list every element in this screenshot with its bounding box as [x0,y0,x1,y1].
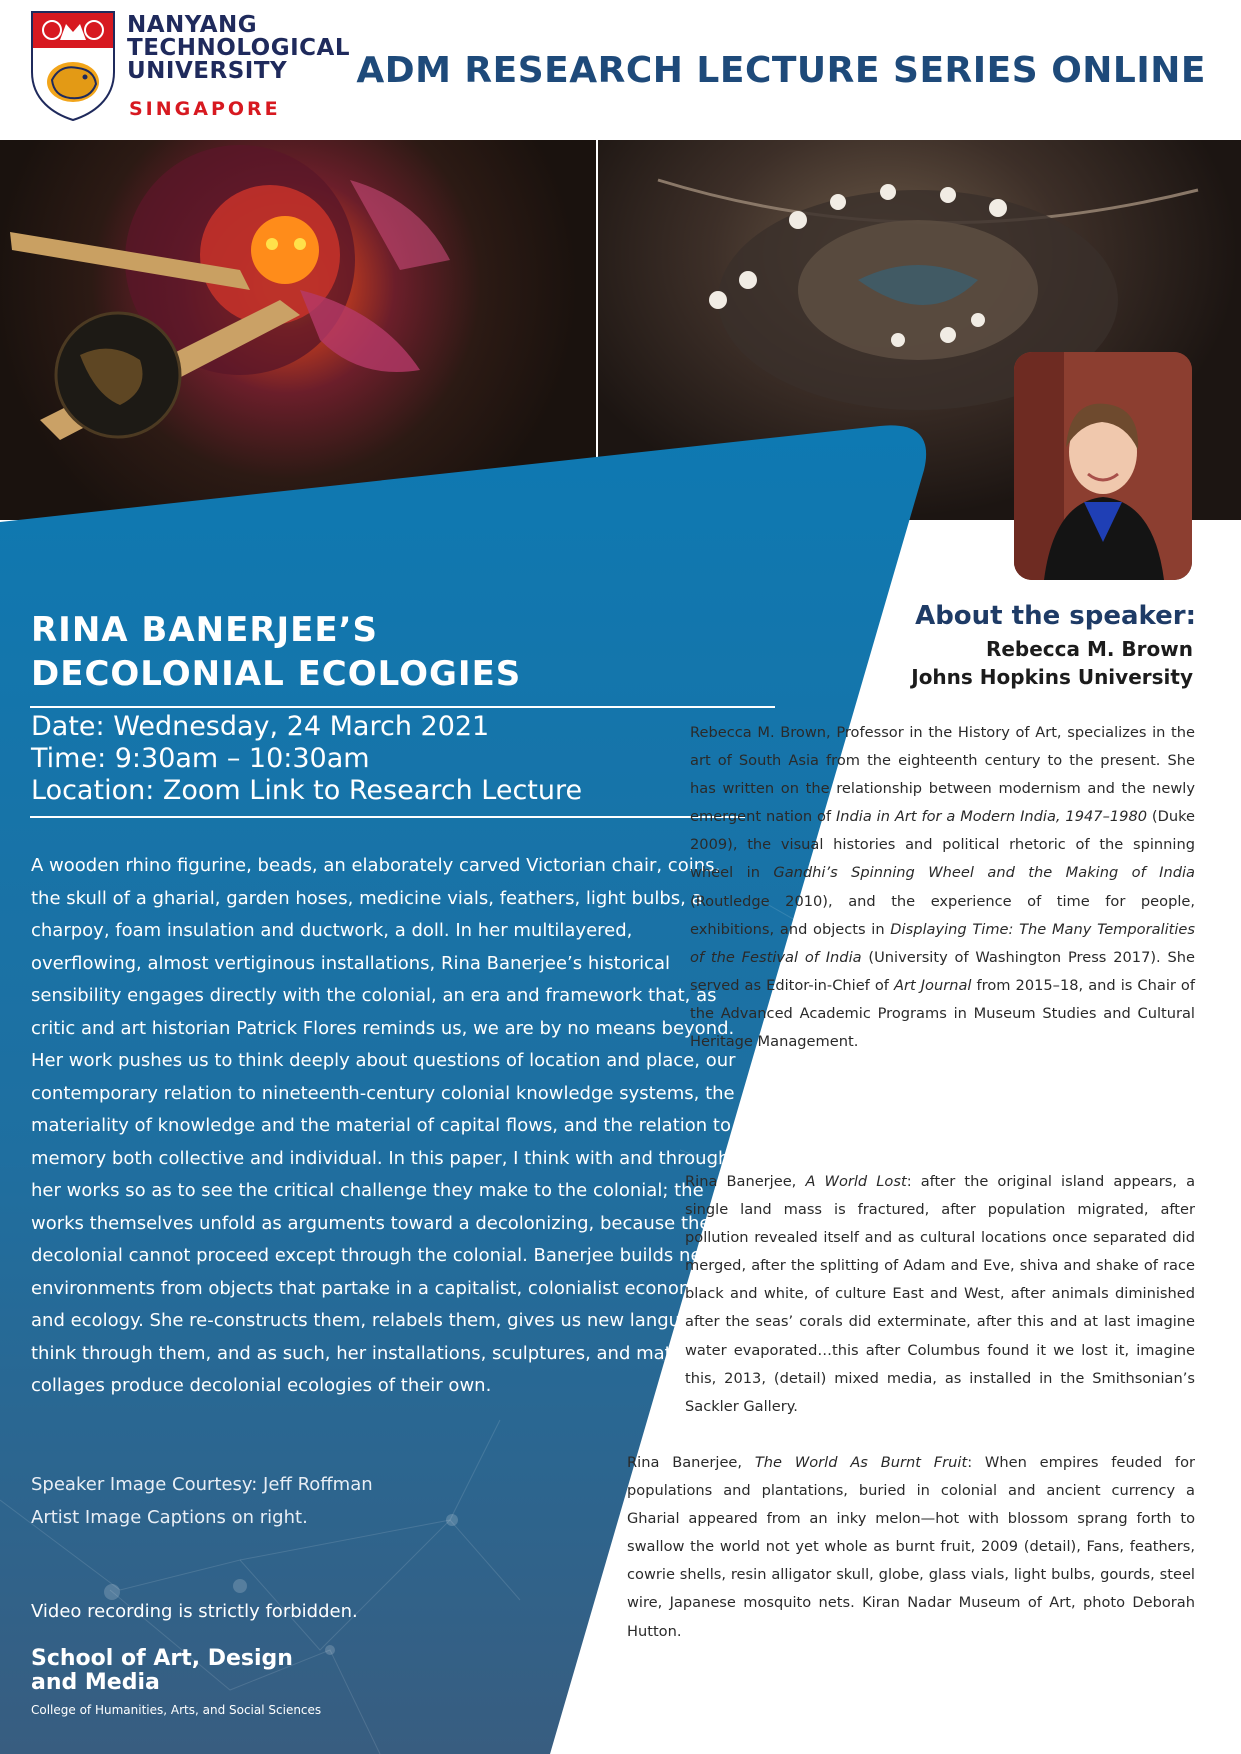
divider-bottom [30,816,745,818]
lecture-title-line2: DECOLONIAL ECOLOGIES [31,654,522,694]
caption-world-lost [685,1168,1195,1421]
lecture-date: Date: Wednesday, 24 March 2021 [31,711,490,742]
bio-book1: India in Art for a Modern India, 1947–1980 [835,808,1148,826]
recording-notice: Video recording is strictly forbidden. [31,1601,358,1622]
school-line1: School of Art, Design [31,1646,293,1671]
series-title: ADM RESEARCH LECTURE SERIES ONLINE [356,50,1206,91]
bio-part2: (Duke 2009), the visual histories and political rhetoric of the spinning wheel in [690,808,1195,882]
speaker-photo [1014,352,1192,580]
caption2-title: The World As Burnt Fruit [754,1454,968,1471]
speaker-identity [911,635,1193,691]
bio-book3: Displaying Time: The Many Temporalities of the Festival of India [690,920,1195,966]
artist-captions-note: Artist Image Captions on right. [31,1507,308,1528]
image-credits [31,1468,373,1534]
lecture-time: Time: 9:30am – 10:30am [31,743,370,774]
caption1-title: A World Lost [805,1173,907,1190]
lecture-title [31,608,521,696]
school-name [31,1647,293,1695]
university-line3: UNIVERSITY [127,58,288,84]
lecture-abstract [31,850,746,1403]
caption-burnt-fruit [627,1449,1195,1646]
university-line2: TECHNOLOGICAL [127,35,350,61]
bio-book2: Gandhi’s Spinning Wheel and the Making of India [773,864,1195,882]
bio-part5: from 2015–18, and is Chair of the Advanced Academic Programs in Museum Studies and Cultural Heritage Management. [690,976,1195,1051]
bio-journal: Art Journal [893,976,972,994]
lecture-details [31,711,582,807]
lecture-title-line1: RINA BANERJEE’S [31,610,379,650]
speaker-portrait [1014,352,1192,580]
caption1-artist: Rina Banerjee, [685,1173,806,1190]
speaker-bio [690,719,1195,1056]
bio-part3: (Routledge 2010), and the experience of time for people, exhibitions, and objects in [690,892,1195,938]
caption1-text: : after the original island appears, a single land mass is fractured, after population migrated, after pollution revealed itself and as cultural locations once separated did merged, after the splitting of Adam and Eve, shiva and shake of race black and white, of culture East and West, after animals diminished after the seas’ corals did exterminate, after this and at last imagine water evaporated…this after Columbus found it we lost it, imagine this, 2013, (detail) mixed media, as installed in the Smithsonian’s Sackler Gallery. [685,1173,1196,1415]
caption2-text: : When empires feuded for populations and plantations, buried in colonial and ancient currency a Gharial appeared from an inky melon—hot with blossom sprang forth to swallow the world not yet whole as burnt fruit, 2009 (detail), Fans, feathers, cowrie shells, resin alligator skull, globe, glass vials, light bulbs, gourds, steel wire, Japanese mosquito nets. Kiran Nadar Museum of Art, photo Deborah Hutton. [627,1454,1195,1640]
speaker-image-credit: Speaker Image Courtesy: Jeff Roffman [31,1474,373,1495]
school-line2: and Media [31,1670,160,1695]
speaker-name: Rebecca M. Brown [985,637,1193,661]
bio-part4: (University of Washington Press 2017). She served as Editor-in-Chief of [690,948,1196,994]
abstract-text: A wooden rhino figurine, beads, an elaborately carved Victorian chair, coins, the skull of a gharial, garden hoses, medicine vials, feathers, light bulbs, a charpoy, foam insulation and ductwork, a doll. In her multilayered, overflowing, almost vertiginous installations, Rina Banerjee’s historical sensibility engages directly with the colonial, an era and framework that, as critic and art historian Patrick Flores reminds us, we are by no means beyond. Her work pushes us to think deeply about questions of location and place, our contemporary relation to nineteenth-century colonial knowledge systems, the materiality of knowledge and the material of capital flows, and the relation to memory both collective and individual. In this paper, I think with and through her works so as to see the critical challenge they make to the colonial; the works themselves unfold as arguments toward a decolonizing, because the decolonial cannot proceed except through the colonial. Banerjee builds new environments from objects that partake in a capitalist, colonialist economy and ecology. She re-constructs them, relabels them, gives us new language to think through them, and as such, her installations, sculptures, and material collages produce decolonial ecologies of their own. [31,855,738,1396]
about-speaker-heading: About the speaker: [915,601,1196,631]
lecture-location: Location: Zoom Link to Research Lecture [31,775,583,806]
university-location: SINGAPORE [129,98,281,120]
caption2-artist: Rina Banerjee, [627,1454,755,1471]
speaker-affiliation: Johns Hopkins University [911,665,1193,689]
college-name: College of Humanities, Arts, and Social Sciences [31,1703,322,1717]
university-line1: NANYANG [127,12,258,38]
bio-part1: Rebecca M. Brown, Professor in the History of Art, specializes in the art of South Asia from the eighteenth century to the present. She has written on the relationship between modernism and the newly emergent nation of [690,724,1195,826]
divider-top [30,706,775,708]
